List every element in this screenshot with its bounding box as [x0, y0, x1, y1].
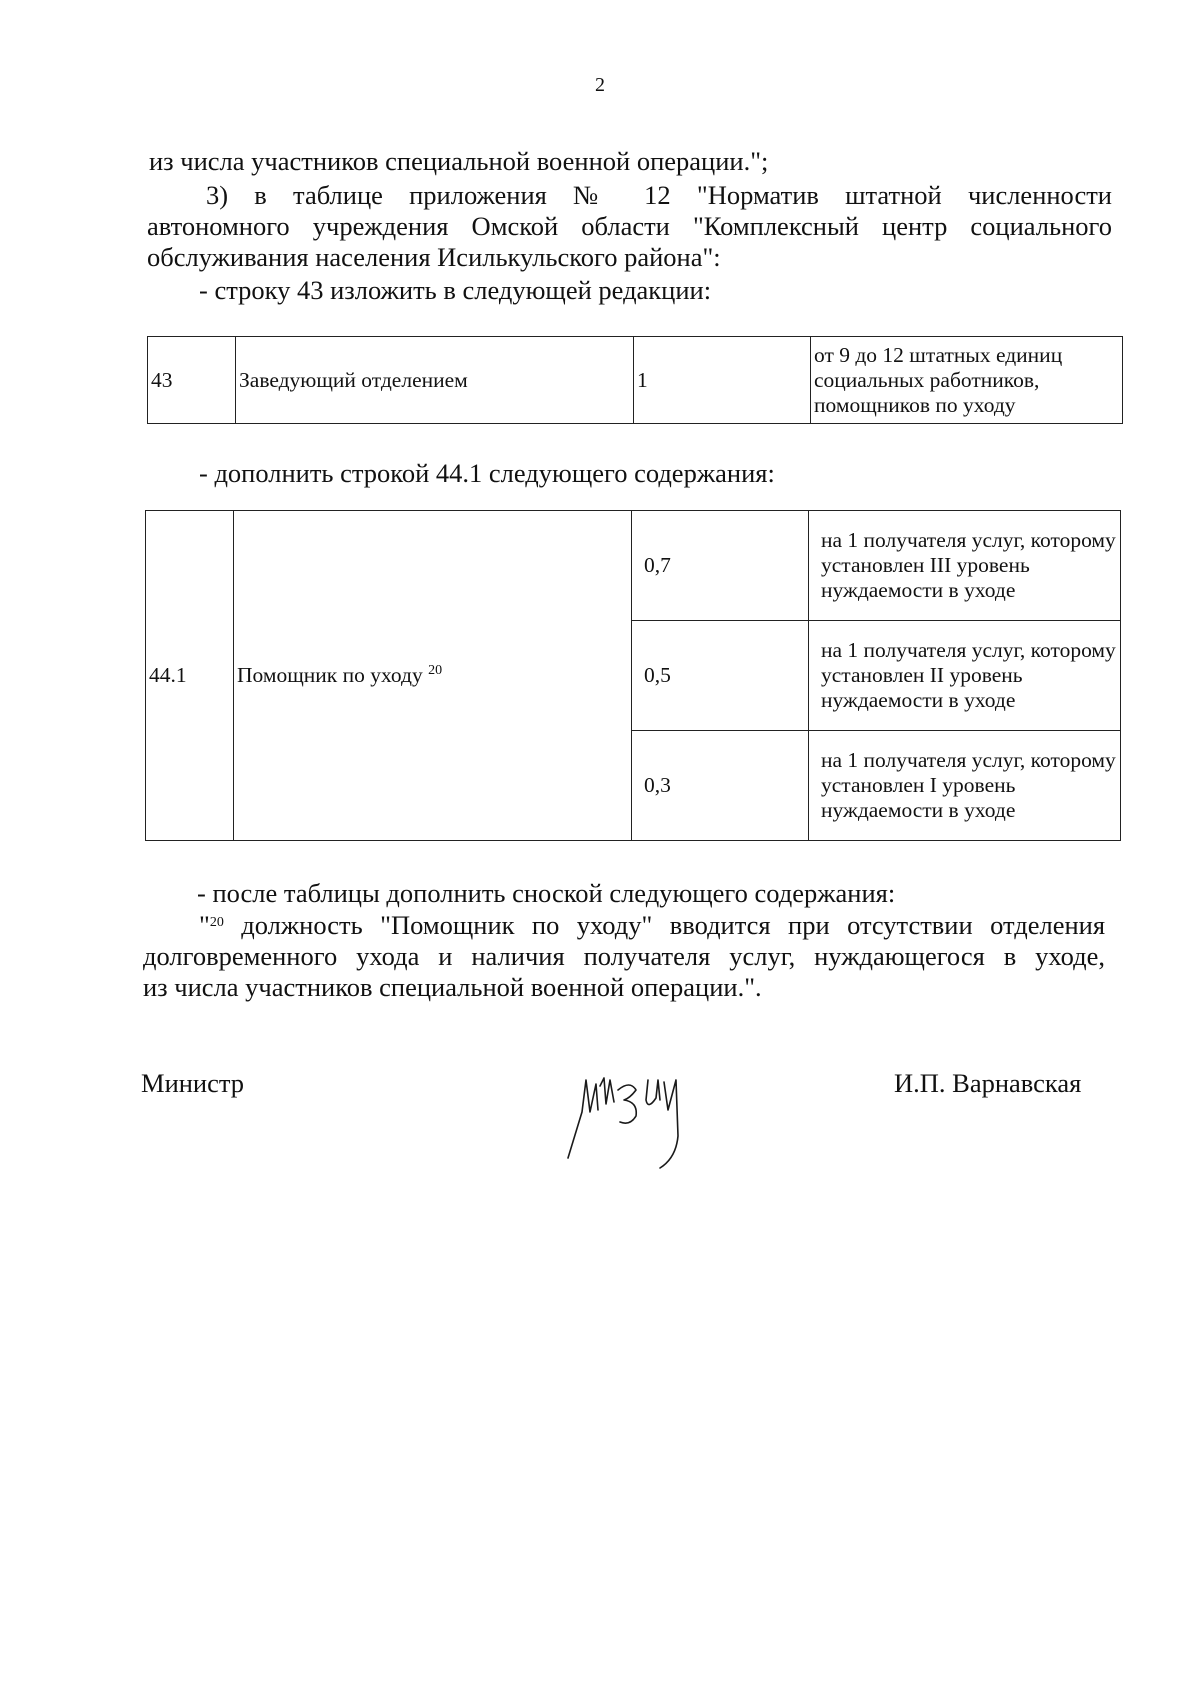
staff-note: на 1 получателя услуг, которому установлен II уровень нуждаемости в уходе: [809, 621, 1121, 731]
table-row: [146, 511, 1121, 621]
item3-line2: автономного учреждения Омской области "Комплексный центр социального: [147, 211, 1112, 241]
staff-value: 1: [634, 337, 811, 424]
footnote-quote: ": [199, 910, 210, 940]
staff-value: 0,3: [632, 731, 809, 841]
footnote-number: 20: [209, 915, 224, 930]
footnote-line2: долговременного ухода и наличия получателя услуг, нуждающегося в уходе,: [143, 941, 1105, 971]
item3-line1: 3) в таблице приложения № 12 "Норматив штатной численности: [206, 180, 1112, 210]
footnote-text: должность "Помощник по уходу" вводится при отсутствии отделения: [241, 910, 1106, 940]
row-number: 44.1: [146, 511, 234, 841]
footnote-ref: 20: [428, 663, 443, 678]
position-label: Помощник по уходу: [237, 663, 423, 687]
staff-value: 0,5: [632, 621, 809, 731]
signatory-name: И.П. Варнавская: [894, 1068, 1082, 1098]
row43-intro: - строку 43 изложить в следующей редакции:: [199, 275, 712, 305]
intro-line: из числа участников специальной военной операции.";: [149, 146, 769, 176]
row-number: 43: [148, 337, 236, 424]
handwritten-signature: [560, 1040, 730, 1170]
staff-value: 0,7: [632, 511, 809, 621]
table-row441: [145, 510, 1121, 841]
page-number: 2: [595, 74, 605, 96]
item3-line3: обслуживания населения Исилькульского района":: [147, 242, 721, 272]
staff-note: на 1 получателя услуг, которому установлен III уровень нуждаемости в уходе: [809, 511, 1121, 621]
row441-intro: - дополнить строкой 44.1 следующего содержания:: [199, 458, 775, 488]
footnote-line3: из числа участников специальной военной операции.".: [143, 972, 762, 1002]
position-title: Заведующий отделением: [236, 337, 634, 424]
table-row43: [147, 336, 1123, 424]
table-row: [148, 337, 1123, 424]
position-title: [234, 511, 632, 841]
signatory-title: Министр: [141, 1068, 245, 1098]
staff-note: от 9 до 12 штатных единиц социальных работников, помощников по уходу: [811, 337, 1123, 424]
footnote-intro: - после таблицы дополнить сноской следующего содержания:: [197, 878, 896, 908]
footnote-line1: [199, 910, 1105, 941]
staff-note: на 1 получателя услуг, которому установлен I уровень нуждаемости в уходе: [809, 731, 1121, 841]
